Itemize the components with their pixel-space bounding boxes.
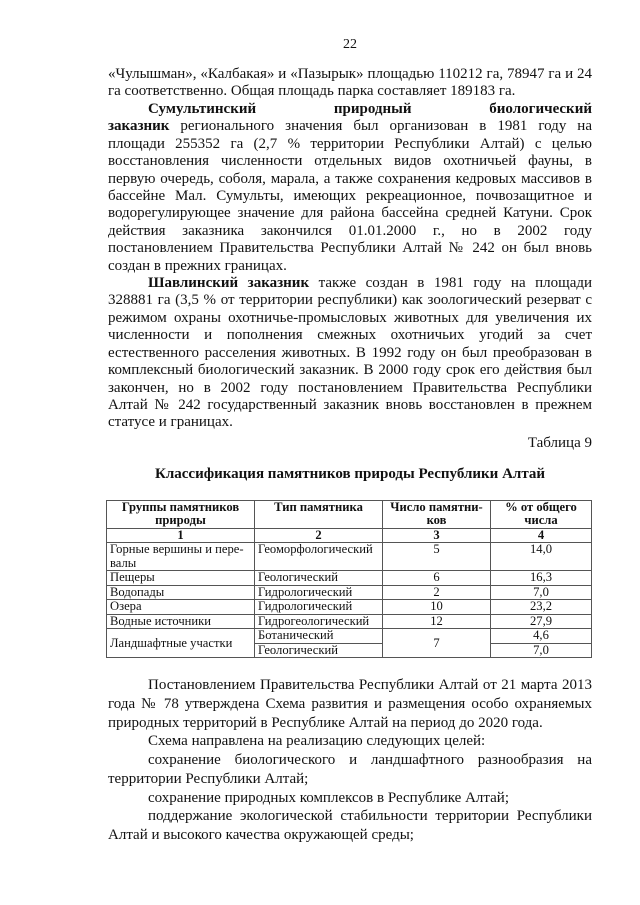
bottom-text-block xyxy=(108,676,592,844)
table-title: Классификация памятников природы Республики Алтай xyxy=(154,465,546,482)
paragraph-line: поддержание экологической стабильности территории Республики xyxy=(148,808,592,825)
cell-percent: 16,3 xyxy=(491,571,592,586)
paragraph-line: 328881 га (3,5 % от территории республики) как зоологический резерват с xyxy=(108,292,592,309)
cell-percent: 27,9 xyxy=(491,614,592,629)
paragraph-line: Алтай и высокого качества окружающей среды; xyxy=(108,826,414,843)
header-group: Группы памятников природы xyxy=(107,500,255,528)
cell-percent: 7,0 xyxy=(491,585,592,600)
table-row xyxy=(107,600,592,615)
cell-type: Гидрологический xyxy=(255,585,383,600)
column-number: 1 xyxy=(107,528,255,543)
header-percent: % от общего числа xyxy=(491,500,592,528)
monuments-table xyxy=(106,500,592,659)
paragraph-line: Алтай № 242 государственный заказник вновь восстановлен в прежнем xyxy=(108,397,592,414)
cell-type: Геологический xyxy=(255,571,383,586)
page-content xyxy=(108,66,592,845)
cell-type: Геологический xyxy=(255,643,383,658)
bold-term: заказник xyxy=(108,118,170,135)
paragraph-line: га соответственно. Общая площадь парка составляет 189183 га. xyxy=(108,83,516,100)
paragraph-line: естественного расселения животных. В 1992 году он был преобразован в xyxy=(108,344,592,361)
paragraph-line: восстановления численности отдельных видов охотничьей фауны, в xyxy=(108,153,592,170)
cell-type: Гидрогеологический xyxy=(255,614,383,629)
table-header-row xyxy=(107,500,592,528)
paragraph-line: бассейне Мал. Сумульты, имеющих рекреационное, почвозащитное и xyxy=(108,187,592,204)
paragraph-line: сохранение природных комплексов в Республике Алтай; xyxy=(148,789,510,806)
cell-group: Горные вершины и пере-валы xyxy=(107,543,255,571)
top-text-block xyxy=(108,66,592,432)
paragraph-line: режимом охраны охотничье-промысловых животных для увеличения их xyxy=(108,309,592,326)
paragraph-line: постановлением Правительства Республики Алтай № 242 он был вновь xyxy=(108,240,592,257)
cell-group: Водные источники xyxy=(107,614,255,629)
cell-group: Ландшафтные участки xyxy=(107,629,255,658)
table-row xyxy=(107,571,592,586)
paragraph-line: года № 78 утверждена Схема развития и размещения особо охраняемых xyxy=(108,696,592,713)
cell-group: Озера xyxy=(107,600,255,615)
column-number: 2 xyxy=(255,528,383,543)
cell-type: Геоморфологический xyxy=(255,543,383,571)
bold-term: Шавлинский заказник xyxy=(148,275,310,292)
paragraph-line: «Чулышман», «Калбакая» и «Пазырык» площадью 110212 га, 78947 га и 24 xyxy=(108,66,592,82)
paragraph-line: создан в прежних границах. xyxy=(108,257,287,274)
table-row xyxy=(107,585,592,600)
cell-count: 12 xyxy=(383,614,491,629)
cell-count: 2 xyxy=(383,585,491,600)
paragraph-line xyxy=(108,275,592,292)
paragraph-line: комплексный биологический заказник. В 2000 году срок его действия был xyxy=(108,362,592,379)
paragraph-line: действия заказника закончился 01.01.2000 г., но в 2002 году xyxy=(108,222,592,239)
table-row xyxy=(107,543,592,571)
paragraph-line: статусе и границах. xyxy=(108,414,233,431)
paragraph-line xyxy=(108,101,592,118)
bold-term: Сумультинский природный биологический xyxy=(148,100,592,117)
cell-percent: 23,2 xyxy=(491,600,592,615)
line-text: также создан в 1981 году на площади xyxy=(309,275,593,292)
paragraph-line: территории Республики Алтай; xyxy=(108,770,309,787)
paragraph-line: водорегулирующее значение для района бассейна средней Катуни. Срок xyxy=(108,205,592,222)
header-count: Число памятни-ков xyxy=(383,500,491,528)
cell-group: Водопады xyxy=(107,585,255,600)
paragraph-line: сохранение биологического и ландшафтного разнообразия на xyxy=(148,752,592,769)
column-number: 3 xyxy=(383,528,491,543)
paragraph-line: природных территорий в Республике Алтай на период до 2020 года. xyxy=(108,714,543,731)
paragraph-line: численности и пополнения смежных охотничьих угодий за счет xyxy=(108,327,592,344)
cell-count: 5 xyxy=(383,543,491,571)
cell-count: 7 xyxy=(383,629,491,658)
paragraph-line: закончен, но в 2002 году постановлением Правительства Республики xyxy=(108,379,592,396)
column-number-row xyxy=(107,528,592,543)
cell-percent: 14,0 xyxy=(491,543,592,571)
paragraph-line xyxy=(108,118,592,135)
paragraph-line: Постановлением Правительства Республики Алтай от 21 марта 2013 xyxy=(148,677,592,694)
page-number: 22 xyxy=(343,37,357,52)
cell-percent: 4,6 xyxy=(491,629,592,644)
cell-type: Ботанический xyxy=(255,629,383,644)
cell-percent: 7,0 xyxy=(491,643,592,658)
paragraph-line: первую очередь, соболя, марала, а также сохранения кедровых массивов в xyxy=(108,170,592,187)
cell-type: Гидрологический xyxy=(255,600,383,615)
cell-group: Пещеры xyxy=(107,571,255,586)
line-text: регионального значения был организован в 1981 году на xyxy=(169,118,592,135)
cell-count: 6 xyxy=(383,571,491,586)
paragraph-line: площади 255352 га (2,7 % территории Республики Алтай) с целью xyxy=(108,135,592,152)
column-number: 4 xyxy=(491,528,592,543)
table-row xyxy=(107,614,592,629)
header-type: Тип памятника xyxy=(255,500,383,528)
table-caption: Таблица 9 xyxy=(527,434,592,451)
table-row xyxy=(107,629,592,644)
paragraph-line: Схема направлена на реализацию следующих целей: xyxy=(148,733,486,750)
cell-count: 10 xyxy=(383,600,491,615)
